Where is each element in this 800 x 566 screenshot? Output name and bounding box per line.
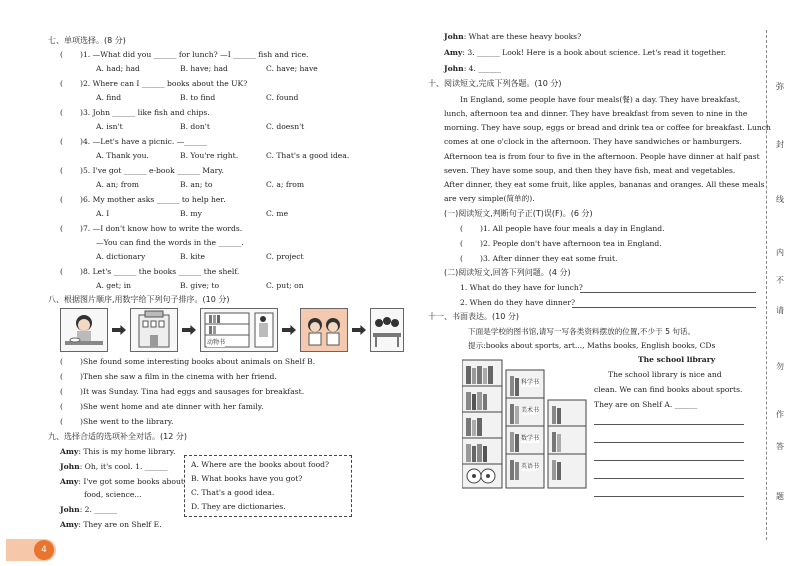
q6-a: A. I <box>96 209 110 218</box>
part2-title: (二)阅读短文,回答下列问题。(4 分) <box>444 268 571 277</box>
q1-text: )1. —What did you ______ for lunch? —I ______ fish and rice. <box>80 50 309 59</box>
q1-paren: ( <box>60 50 63 59</box>
dialogue-line-5: John: 2. ______ <box>60 505 118 514</box>
q3-text: )3. John ______ like fish and chips. <box>80 108 210 117</box>
q1-c: C. have; have <box>266 64 318 73</box>
sidebar-char-6: 请 <box>776 306 784 315</box>
dialogue-cont-1: John: What are these heavy books? <box>444 32 582 41</box>
question-2: 2. When do they have dinner? <box>460 298 576 307</box>
ordering-sentence-5: )She went to the library. <box>80 417 174 426</box>
essay-line-1: The school library is nice and <box>608 370 722 379</box>
tf-item-1: )1. All people have four meals a day in England. <box>480 224 665 233</box>
q2-paren: ( <box>60 79 63 88</box>
section8-title: 八、根据图片顺序,用数字给下列句子排序。(10 分) <box>48 295 230 304</box>
arrow-right-icon <box>282 325 296 335</box>
tf-paren-2: ( <box>460 239 463 248</box>
tf-paren-1: ( <box>460 224 463 233</box>
picture-label-animal-books: 动物书 <box>207 339 226 346</box>
q8-c: C. put; on <box>266 281 304 290</box>
q2-c: C. found <box>266 93 299 102</box>
ordering-sentence-3: )It was Sunday. Tina had eggs and sausages for breakfast. <box>80 387 305 396</box>
writing-line-5[interactable] <box>594 496 744 497</box>
options-box <box>184 455 352 517</box>
picture-1-breakfast <box>60 308 108 352</box>
shelf-label-science: 科学书 <box>521 379 540 386</box>
q4-c: C. That's a good idea. <box>266 151 350 160</box>
q6-paren: ( <box>60 195 63 204</box>
tf-item-2: )2. People don't have afternoon tea in England. <box>480 239 662 248</box>
part1-title: (一)阅读短文,判断句子正(T)误(F)。(6 分) <box>444 209 593 218</box>
writing-instruction: 下面是学校的图书馆,请写一写各类资料摆放的位置,不少于 5 句话。 <box>468 327 696 336</box>
section7-title: 七、单项选择。(8 分) <box>48 36 126 45</box>
dialogue-line-3: Amy: I've got some books about <box>60 477 184 486</box>
tf-paren-3: ( <box>460 254 463 263</box>
arrow-right-icon <box>182 325 196 335</box>
q7-a: A. dictionary <box>96 252 146 261</box>
q2-text: )2. Where can I ______ books about the UK? <box>80 79 248 88</box>
q8-text: )8. Let's ______ the books ______ the shelf. <box>80 267 240 276</box>
sidebar-char-3: 线 <box>776 195 784 204</box>
q7-paren: ( <box>60 224 63 233</box>
writing-hint: 提示:books about sports, art..., Maths books, English books, CDs <box>468 341 716 350</box>
q5-paren: ( <box>60 166 63 175</box>
answer-line-1[interactable] <box>580 292 756 293</box>
passage-line-8: are very simple(简单的). <box>444 194 535 203</box>
library-shelves-illustration <box>462 356 590 492</box>
q3-c: C. doesn't <box>266 122 305 131</box>
q8-a: A. get; in <box>96 281 132 290</box>
tf-item-3: )3. After dinner they eat some fruit. <box>480 254 618 263</box>
essay-title: The school library <box>638 355 716 364</box>
q4-a: A. Thank you. <box>96 151 149 160</box>
section10-title: 十、阅读短文,完成下列各题。(10 分) <box>428 79 562 88</box>
option-a: A. Where are the books about food? <box>191 460 330 469</box>
sidebar-char-10: 题 <box>776 492 784 501</box>
ordering-sentence-2: )Then she saw a film in the cinema with her friend. <box>80 372 277 381</box>
writing-line-1[interactable] <box>594 424 744 425</box>
sidebar-char-7: 勿 <box>776 362 784 371</box>
essay-line-2: clean. We can find books about sports. <box>594 385 743 394</box>
q8-paren: ( <box>60 267 63 276</box>
question-1: 1. What do they have for lunch? <box>460 283 583 292</box>
sidebar-char-5: 不 <box>776 276 784 285</box>
answer-line-2[interactable] <box>572 307 756 308</box>
q5-a: A. an; from <box>96 180 139 189</box>
writing-line-2[interactable] <box>594 442 744 443</box>
q1-b: B. have; had <box>180 64 228 73</box>
q7-c: C. project <box>266 252 304 261</box>
q6-c: C. me <box>266 209 289 218</box>
q1-a: A. had; had <box>96 64 140 73</box>
picture-4-cinema <box>300 308 348 352</box>
shelf-label-english: 英语书 <box>521 463 540 470</box>
q5-c: C. a; from <box>266 180 305 189</box>
option-b: B. What books have you got? <box>191 474 303 483</box>
q7-text2: —You can find the words in the ______. <box>96 238 244 247</box>
picture-2-library <box>130 308 178 352</box>
option-c: C. That's a good idea. <box>191 488 275 497</box>
passage-line-4: comes at one o'clock in the afternoon. They have sandwiches or hamburgers. <box>444 137 742 146</box>
shelf-label-art: 美术书 <box>521 407 540 414</box>
ordering-paren-2: ( <box>60 372 63 381</box>
ordering-paren-1: ( <box>60 357 63 366</box>
passage-line-5: Afternoon tea is from four to five in the afternoon. People have dinner at half past <box>444 152 760 161</box>
q3-b: B. don't <box>180 122 210 131</box>
sidebar-char-2: 封 <box>776 140 784 149</box>
section11-title: 十一、书面表达。(10 分) <box>428 312 519 321</box>
seal-dashed-line <box>766 30 767 540</box>
sidebar-char-4: 内 <box>776 248 784 257</box>
q5-b: B. an; to <box>180 180 213 189</box>
shelf-label-maths: 数学书 <box>521 435 540 442</box>
page-number: 4 <box>34 540 54 560</box>
q3-paren: ( <box>60 108 63 117</box>
q2-b: B. to find <box>180 93 216 102</box>
dialogue-line-4: food, science... <box>84 490 142 499</box>
section9-title: 九、选择合适的选项补全对话。(12 分) <box>48 432 187 441</box>
passage-line-2: lunch, afternoon tea and dinner. They have breakfast from seven to nine in the <box>444 109 748 118</box>
passage-line-7: After dinner, they eat some fruit, like apples, bananas and oranges. All these meals <box>444 180 765 189</box>
essay-line-3: They are on Shelf A. ______ <box>594 400 698 409</box>
passage-line-3: morning. They have soup, eggs or bread and drink tea or coffee for breakfast. Lunch <box>444 123 771 132</box>
sidebar-char-9: 答 <box>776 442 784 451</box>
q4-text: )4. —Let's have a picnic. —______ <box>80 137 208 146</box>
dialogue-line-1: Amy: This is my home library. <box>60 447 176 456</box>
q7-b: B. kite <box>180 252 205 261</box>
dialogue-line-6: Amy: They are on Shelf E. <box>60 520 162 529</box>
q7-text: )7. —I don't know how to write the words. <box>80 224 243 233</box>
arrow-right-icon <box>352 325 366 335</box>
q4-b: B. You're right. <box>180 151 239 160</box>
ordering-paren-4: ( <box>60 402 63 411</box>
q8-b: B. give; to <box>180 281 220 290</box>
q2-a: A. find <box>96 93 122 102</box>
writing-line-3[interactable] <box>594 460 744 461</box>
q6-b: B. my <box>180 209 202 218</box>
sidebar-char-1: 弥 <box>776 82 784 91</box>
q6-text: )6. My mother asks ______ to help her. <box>80 195 226 204</box>
picture-3-shelf <box>200 308 278 352</box>
writing-line-4[interactable] <box>594 478 744 479</box>
arrow-right-icon <box>112 325 126 335</box>
ordering-paren-3: ( <box>60 387 63 396</box>
passage-line-6: seven. They have some soup, and then they have fish, meat and vegetables. <box>444 166 736 175</box>
dialogue-cont-2: Amy: 3. ______ Look! Here is a book about science. Let's read it together. <box>444 48 727 57</box>
dialogue-cont-3: John: 4. ______ <box>444 64 502 73</box>
q3-a: A. isn't <box>96 122 123 131</box>
passage-line-1: In England, some people have four meals(餐) a day. They have breakfast, <box>460 95 741 104</box>
ordering-sentence-1: )She found some interesting books about animals on Shelf B. <box>80 357 316 366</box>
ordering-paren-5: ( <box>60 417 63 426</box>
ordering-sentence-4: )She went home and ate dinner with her family. <box>80 402 264 411</box>
option-d: D. They are dictionaries. <box>191 502 286 511</box>
q4-paren: ( <box>60 137 63 146</box>
q5-text: )5. I've got ______ e-book ______ Mary. <box>80 166 224 175</box>
dialogue-line-2: John: Oh, it's cool. 1. ______ <box>60 462 168 471</box>
picture-5-dinner <box>370 308 404 352</box>
sidebar-char-8: 作 <box>776 410 784 419</box>
